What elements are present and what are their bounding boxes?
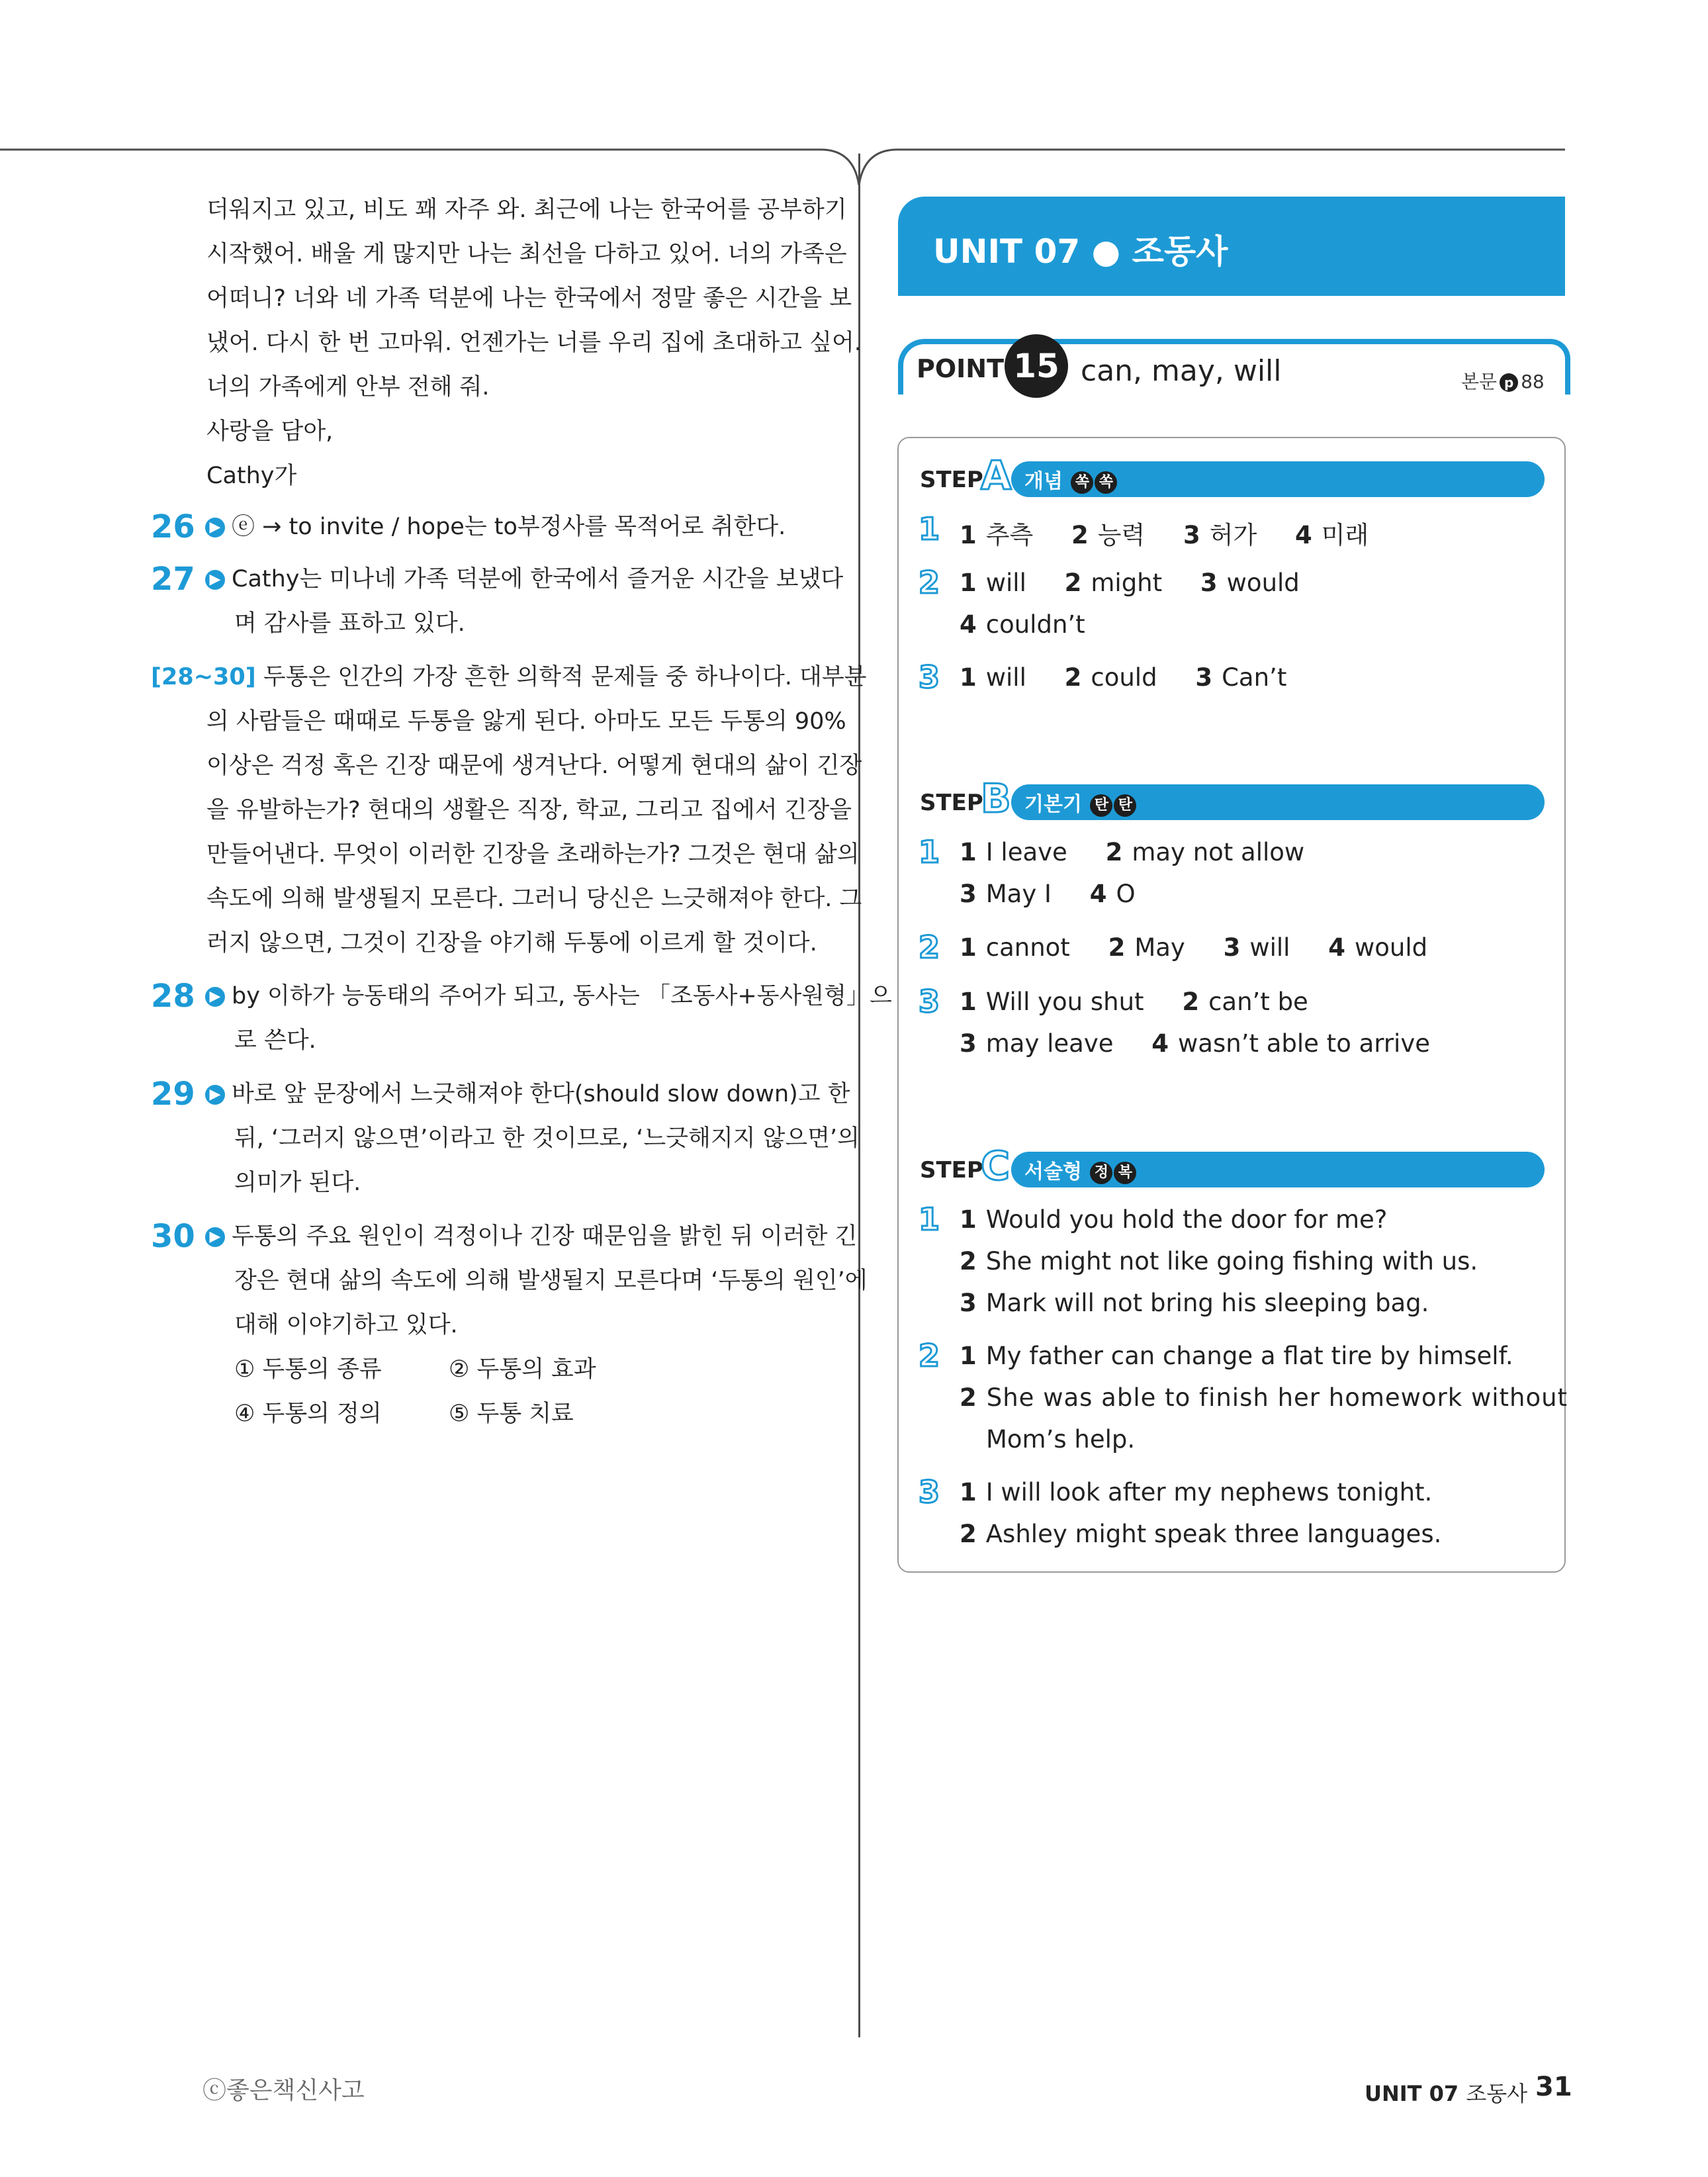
answer-line: 며 감사를 표하고 있다. [234,610,465,637]
letter-line: 너의 가족에게 안부 전해 줘. [206,374,490,400]
answer-row: 3 May I 4 O [960,880,1136,908]
arrow-icon: ▶ [205,1085,225,1105]
answer-row: 3 Mark will not bring his sleeping bag. [960,1289,1429,1317]
step-label: STEP [920,1157,983,1183]
answer-line: 로 쓴다. [234,1027,316,1054]
answer-row: 1 I leave 2 may not allow [960,838,1305,866]
question-number-30: 30 [151,1218,195,1255]
answer-line: 대해 이야기하고 있다. [234,1312,458,1338]
option: ④ 두통의 정의 [234,1401,382,1427]
step-title-word: 기본기 [1024,793,1082,816]
question-mark-3: 3 [919,1474,940,1510]
page-frame [0,132,1708,185]
question-number-26: 26 [151,508,195,545]
answer-line: 의미가 된다. [234,1170,361,1196]
footer-unit-name: 조동사 [1466,2081,1528,2106]
passage-line: 만들어낸다. 무엇이 이러한 긴장을 초래하는가? 그것은 현대 삶의 [206,841,860,868]
step-title-word: 개념 [1024,470,1063,493]
step-letter-a: A [981,453,1012,499]
arrow-icon: ▶ [205,1227,225,1247]
question-mark-3: 3 [919,984,940,1019]
letter-line: Cathy가 [206,463,297,489]
title-badge: 복 [1114,1162,1136,1184]
question-mark-2: 2 [919,929,940,965]
title-badge: 탄 [1114,794,1136,817]
reference-label: 본문 [1461,371,1498,393]
column-divider [858,154,860,2037]
question-mark-1: 1 [919,834,940,870]
arrow-icon: ▶ [205,987,225,1007]
answer-28 [205,974,892,1019]
question-mark-3: 3 [919,659,940,695]
footer-unit [1365,2077,1527,2108]
arrow-icon: ▶ [205,570,225,590]
answer-line: ⓔ → to invite / hope는 to부정사를 목적어로 취한다. [232,514,786,540]
answer-row: 1 My father can change a flat tire by himself. [960,1342,1513,1370]
answer-row: 1 will 2 might 3 would [960,569,1300,597]
letter-line: 사랑을 담아, [206,418,334,445]
title-badge: 탄 [1090,794,1112,817]
answer-29 [205,1072,850,1117]
footer-unit-number: UNIT 07 [1365,2081,1459,2106]
answer-row: 1 Will you shut 2 can’t be [960,988,1308,1016]
reference-page: 88 [1521,371,1545,393]
question-mark-1: 1 [919,511,940,547]
option: ① 두통의 종류 [234,1356,382,1383]
answer-row: 1 will 2 could 3 Can’t [960,663,1287,692]
answer-row: 1 Would you hold the door for me? [960,1205,1388,1234]
answer-continuation: Mom’s help. [986,1425,1136,1454]
letter-line: 더워지고 있고, 비도 꽤 자주 와. 최근에 나는 한국어를 공부하기 [206,197,847,223]
step-b-title [1024,788,1136,817]
passage-line: 을 유발하는가? 현대의 생활은 직장, 학교, 그리고 집에서 긴장을 [206,797,852,823]
answer-line: 바로 앞 문장에서 느긋해져야 한다(should slow down)고 한 [232,1081,850,1107]
passage-28-30 [151,655,866,700]
passage-line: 이상은 걱정 혹은 긴장 때문에 생겨난다. 어떻게 현대의 삶이 긴장 [206,753,862,779]
passage-line: 두통은 인간의 가장 흔한 의학적 문제들 중 하나이다. 대부분 [263,664,867,690]
answer-line: Cathy는 미나네 가족 덕분에 한국에서 즐거운 시간을 보냈다 [232,566,844,592]
step-title-word: 서술형 [1024,1160,1082,1183]
title-badge: 쏙 [1095,471,1117,494]
answer-row: 4 couldn’t [960,610,1085,639]
passage-line: 속도에 의해 발생될지 모른다. 그러니 당신은 느긋해져야 한다. 그 [206,886,862,912]
answer-line: 뒤, ‘그러지 않으면’이라고 한 것이므로, ‘느긋해지지 않으면’의 [234,1125,860,1152]
title-badge: 정 [1090,1162,1112,1184]
answer-row: 2 She was able to finish her homework without [960,1383,1568,1412]
answer-row: 1 cannot 2 May 3 will 4 would [960,933,1428,962]
answer-row: 2 Ashley might speak three languages. [960,1520,1442,1548]
step-letter-c: C [981,1143,1011,1189]
publisher-copyright: ⓒ좋은책신사고 [202,2077,365,2104]
answer-row: 2 She might not like going fishing with us. [960,1247,1478,1275]
answer-26 [205,505,786,549]
page-icon: p [1500,373,1518,392]
title-badge: 쏙 [1071,471,1093,494]
passage-line: 러지 않으면, 그것이 긴장을 야기해 두통에 이르게 할 것이다. [206,930,817,956]
question-mark-1: 1 [919,1201,940,1237]
point-label: POINT [917,354,1005,383]
point-number-badge: 15 [1005,334,1068,398]
question-number-28: 28 [151,978,195,1015]
letter-line: 어떠니? 너와 네 가족 덕분에 나는 한국에서 정말 좋은 시간을 보 [206,285,852,312]
letter-line: 시작했어. 배울 게 많지만 나는 최선을 다하고 있어. 너의 가족은 [206,241,847,267]
answer-row: 1 I will look after my nephews tonight. [960,1478,1433,1506]
question-number-27: 27 [151,561,195,598]
unit-title: UNIT 07 ● 조동사 [933,232,1228,271]
option: ② 두통의 효과 [449,1356,596,1383]
answer-row: 1 추측 2 능력 3 허가 4 미래 [960,521,1369,549]
question-mark-2: 2 [919,565,940,600]
step-label: STEP [920,467,983,493]
textbook-reference [1461,367,1545,394]
step-a-title [1024,465,1117,494]
answer-line: 두통의 주요 원인이 걱정이나 긴장 때문임을 밝힌 뒤 이러한 긴 [232,1223,858,1250]
option: ⑤ 두통 치료 [449,1401,574,1427]
step-label: STEP [920,790,983,816]
letter-line: 냈어. 다시 한 번 고마워. 언젠가는 너를 우리 집에 초대하고 싶어. [206,330,862,356]
answer-30 [205,1215,857,1259]
point-title: can, may, will [1081,354,1282,388]
answer-27 [205,557,843,602]
question-range: [28~30] [151,664,256,690]
step-letter-b: B [981,776,1011,822]
answer-line: 장은 현대 삶의 속도에 의해 발생될지 모른다며 ‘두통의 원인’에 [234,1268,868,1294]
question-mark-2: 2 [919,1338,940,1373]
answer-line: by 이하가 능동태의 주어가 되고, 동사는 「조동사+동사원형」으 [232,983,892,1009]
step-c-title [1024,1155,1136,1184]
arrow-icon: ▶ [205,518,225,537]
page-number: 31 [1535,2072,1572,2102]
passage-line: 의 사람들은 때때로 두통을 앓게 된다. 아마도 모든 두통의 90% [206,708,846,735]
question-number-29: 29 [151,1076,195,1113]
answer-row: 3 may leave 4 wasn’t able to arrive [960,1029,1430,1058]
